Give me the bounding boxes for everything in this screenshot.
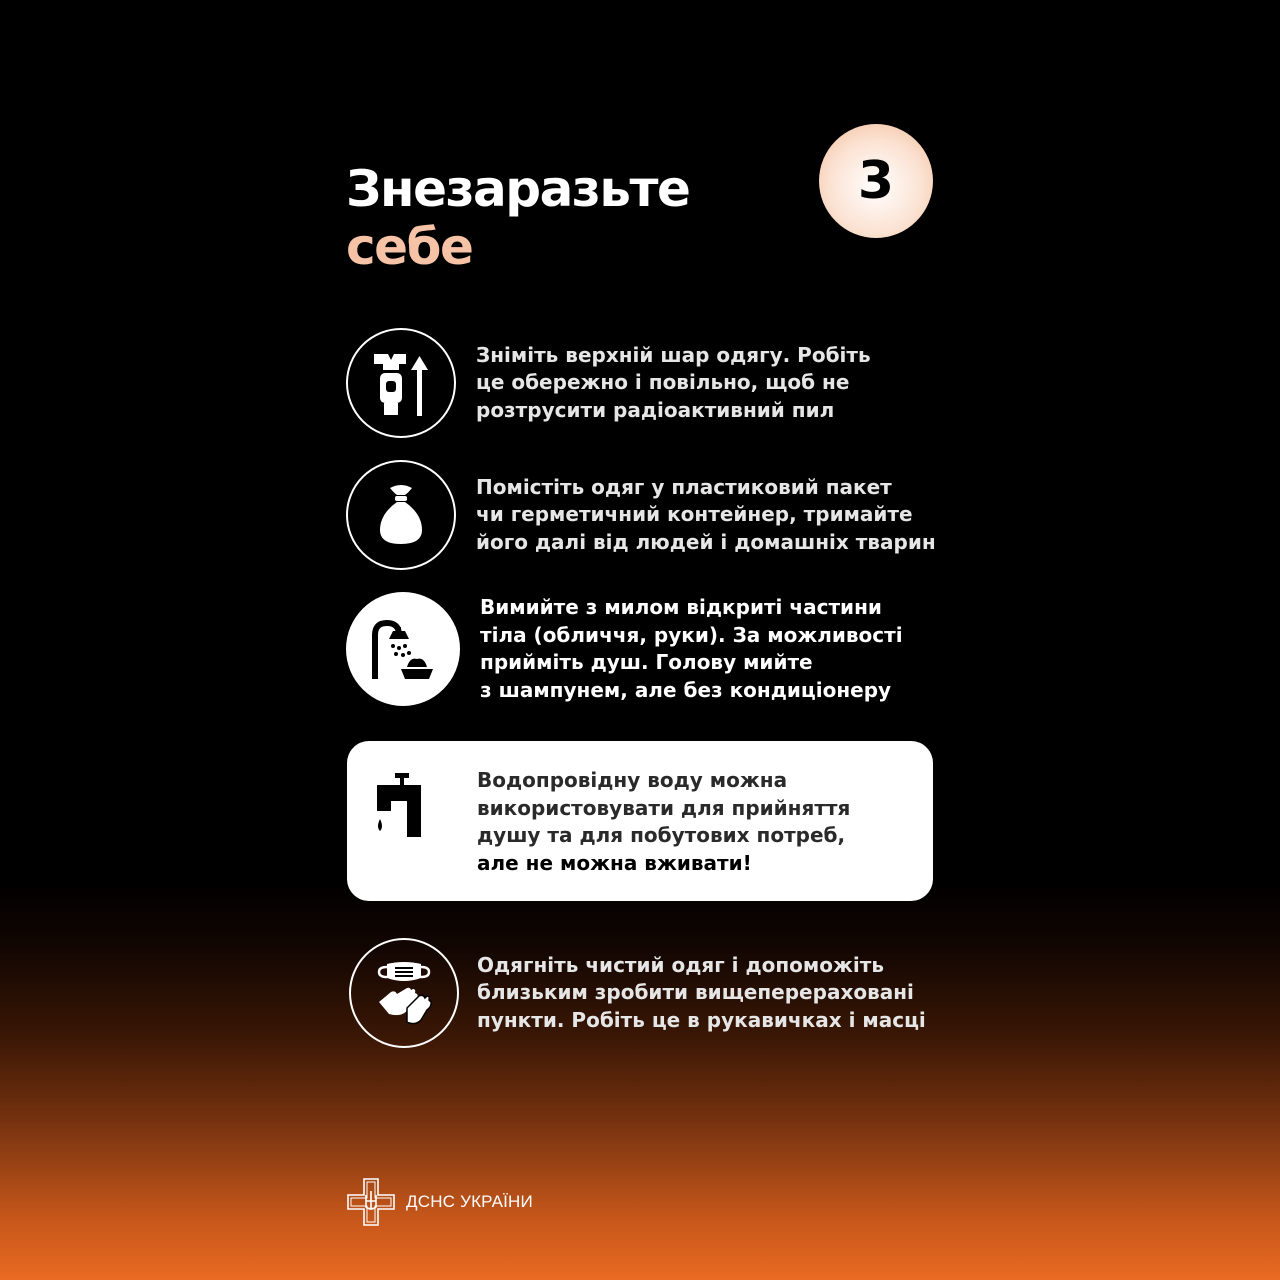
text-line: розтрусити радіоактивний пил [476, 397, 835, 422]
text-line: близьким зробити вищеперераховані [477, 980, 914, 1005]
mask-gloves-icon [349, 938, 459, 1048]
step-wash [346, 592, 903, 706]
page-title [346, 160, 689, 276]
bag-icon [346, 460, 456, 570]
text-line: пункти. Робіть це в рукавичках і масці [477, 1007, 926, 1032]
step-bag [346, 460, 936, 570]
tap-water-notice [347, 741, 933, 901]
text-line: чи герметичний контейнер, тримайте [476, 502, 913, 527]
text-line: з шампунем, але без кондиціонеру [480, 677, 892, 702]
shower-soap-icon [346, 592, 460, 706]
title-line-2: себе [346, 218, 473, 276]
step-undress [346, 328, 871, 438]
text-line: це обережно і повільно, щоб не [476, 370, 850, 395]
water-tap-icon [369, 771, 429, 847]
text-line: його далі від людей і домашніх тварин [476, 529, 936, 554]
notice-emphasis: але не можна вживати! [477, 850, 752, 875]
step-mask-gloves-text [477, 952, 926, 1035]
undress-clothing-icon [346, 328, 456, 438]
step-number-badge: 3 [819, 124, 933, 238]
footer [346, 1177, 533, 1227]
org-name: ДСНС УКРАЇНИ [406, 1192, 533, 1211]
text-line: використовувати для прийняття [477, 795, 851, 820]
text-line: Вимийте з милом відкриті частини [480, 595, 882, 619]
title-line-1: Знезаразьте [346, 160, 690, 218]
step-bag-text [476, 474, 936, 557]
notice-text [477, 767, 850, 877]
text-line: Помістіть одяг у пластиковий пакет [476, 474, 892, 499]
dsns-emblem-icon [346, 1177, 396, 1227]
step-undress-text [476, 342, 871, 425]
text-line: прийміть душ. Голову мийте [480, 650, 813, 674]
text-line: тіла (обличчя, руки). За можливості [480, 622, 903, 647]
step-mask-gloves [346, 938, 926, 1048]
text-line: Водопровідну воду можна [477, 768, 788, 792]
text-line: Зніміть верхній шар одягу. Робіть [476, 342, 871, 367]
text-line: душу та для побутових потреб, [477, 823, 846, 847]
step-wash-text [480, 594, 903, 704]
text-line: Одягніть чистий одяг і допоможіть [477, 952, 885, 977]
